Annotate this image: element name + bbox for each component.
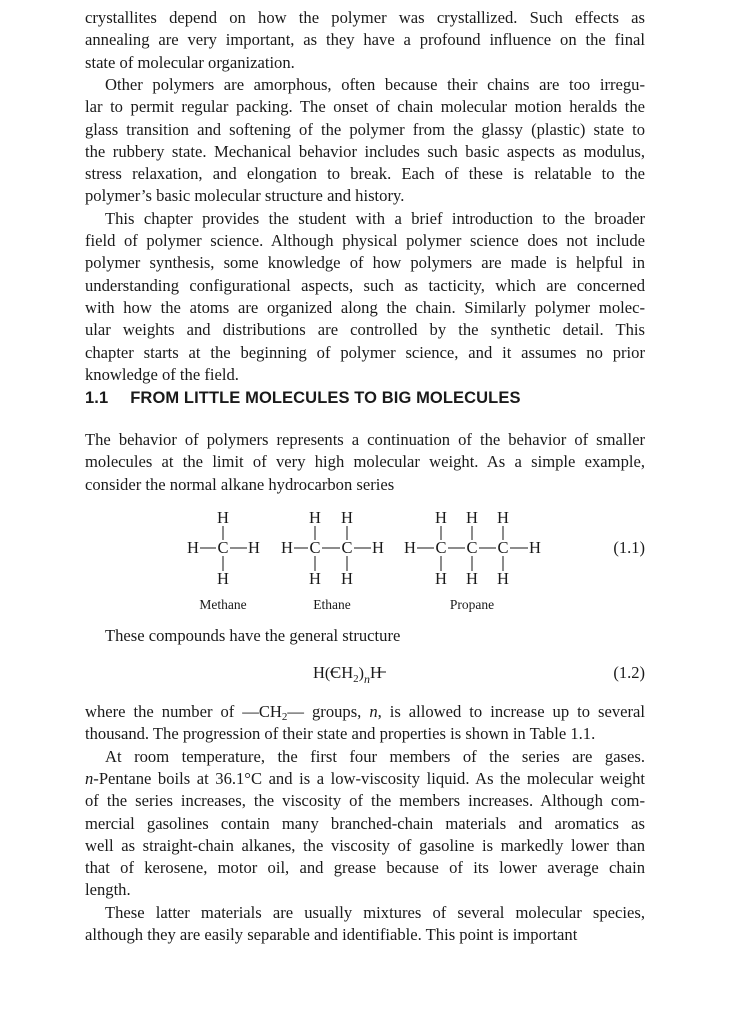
section-number: 1.1	[85, 389, 109, 407]
hydrogen-atom: H	[309, 508, 321, 527]
text-line: polymer synthesis, some knowledge of how polymers are made is helpful in	[85, 253, 645, 273]
carbon-atom: C	[497, 538, 509, 557]
text-line: the rubbery state. Mechanical behavior includes such basic aspects as modulus,	[85, 141, 645, 161]
general-formula: $H(CH_2)_nH$	[313, 663, 382, 686]
carbon-atom: C	[309, 538, 321, 557]
text-line: understanding configurational aspects, such as tacticity, which are concerned	[85, 275, 645, 295]
text-line: These latter materials are usually mixtures of several molecular species,	[105, 902, 645, 922]
text-line: annealing are very important, as they have a profound influence on the final	[85, 30, 645, 50]
text-line: These compounds have the general structure	[105, 626, 401, 645]
carbon-atom: C	[341, 538, 353, 557]
equation-number: (1.2)	[613, 663, 645, 682]
hydrogen-atom: H	[404, 538, 416, 557]
hydrogen-atom: H	[529, 538, 541, 557]
hydrogen-atom: H	[217, 569, 229, 588]
text-line: polymer’s basic molecular structure and history.	[85, 186, 405, 206]
hydrogen-atom: H	[435, 569, 447, 588]
molecule-name-methane: Methane	[199, 597, 247, 612]
text-line: This chapter provides the student with a brief introduction to the broader	[105, 208, 645, 228]
carbon-atom: C	[435, 538, 447, 557]
text-line: knowledge of the field.	[85, 364, 239, 384]
text-line: thousand. The progression of their state and properties is shown in Table 1.1.	[85, 724, 596, 744]
hydrogen-atom: H	[466, 569, 478, 588]
hydrogen-atom: H	[435, 508, 447, 527]
hydrogen-atom: H	[217, 508, 229, 527]
text-line: chapter starts at the beginning of polymer science, and it assumes no prior	[85, 342, 645, 362]
text-line: lar to permit regular packing. The onset of chain molecular motion heralds the	[85, 97, 645, 117]
text-line: ular weights and distributions are controlled by the synthetic detail. This	[85, 320, 645, 340]
text-line: At room temperature, the first four members of the series are gases.	[105, 746, 645, 766]
hydrogen-atom: H	[309, 569, 321, 588]
text-line: consider the normal alkane hydrocarbon series	[85, 474, 395, 494]
text-line: where the number of $—CH_2—$ groups, n, is allowed to increase up to several	[85, 702, 646, 723]
hydrogen-atom: H	[466, 508, 478, 527]
carbon-atom: C	[466, 538, 478, 557]
hydrogen-atom: H	[497, 569, 509, 588]
text-line: state of molecular organization.	[85, 52, 295, 72]
hydrogen-atom: H	[497, 508, 509, 527]
molecule-name-propane: Propane	[449, 597, 495, 612]
text-line: although they are easily separable and identifiable. This point is important	[85, 925, 578, 944]
section-title: FROM LITTLE MOLECULES TO BIG MOLECULES	[130, 389, 521, 407]
text-line: field of polymer science. Although physical polymer science does not include	[85, 231, 645, 250]
text-line: length.	[85, 880, 131, 900]
hydrogen-atom: H	[372, 538, 384, 557]
hydrogen-atom: H	[341, 569, 353, 588]
text-line: mercial gasolines contain many branched-chain materials and aromatics as	[85, 813, 645, 833]
text-line: well as straight-chain alkanes, the viscosity of gasoline is markedly lower than	[85, 835, 645, 855]
text-line: glass transition and softening of the polymer from the glassy (plastic) state to	[85, 119, 645, 139]
text-line: n-Pentane boils at 36.1°C and is a low-viscosity liquid. As the molecular weight	[85, 768, 645, 788]
text-line: Other polymers are amorphous, often because their chains are too irregu-	[105, 74, 645, 94]
hydrogen-atom: H	[187, 538, 199, 557]
hydrogen-atom: H	[281, 538, 293, 557]
text-line: of the series increases, the viscosity of the members increases. Although com-	[85, 791, 645, 811]
text-line: crystallites depend on how the polymer was crystallized. Such effects as	[85, 8, 645, 27]
text-line: that of kerosene, motor oil, and grease because of its lower average chain	[85, 858, 645, 878]
hydrogen-atom: H	[341, 508, 353, 527]
equation-number: (1.1)	[613, 538, 645, 557]
text-line: The behavior of polymers represents a continuation of the behavior of smaller	[85, 430, 645, 449]
molecule-name-ethane: Ethane	[313, 597, 351, 612]
carbon-atom: C	[217, 538, 229, 557]
text-line: with how the atoms are organized along the chain. Similarly polymer molec-	[85, 297, 645, 317]
hydrogen-atom: H	[248, 538, 260, 557]
text-line: stress relaxation, and elongation to break. Each of these is relatable to the	[85, 164, 645, 184]
text-line: molecules at the limit of very high molecular weight. As a simple example,	[85, 452, 645, 472]
